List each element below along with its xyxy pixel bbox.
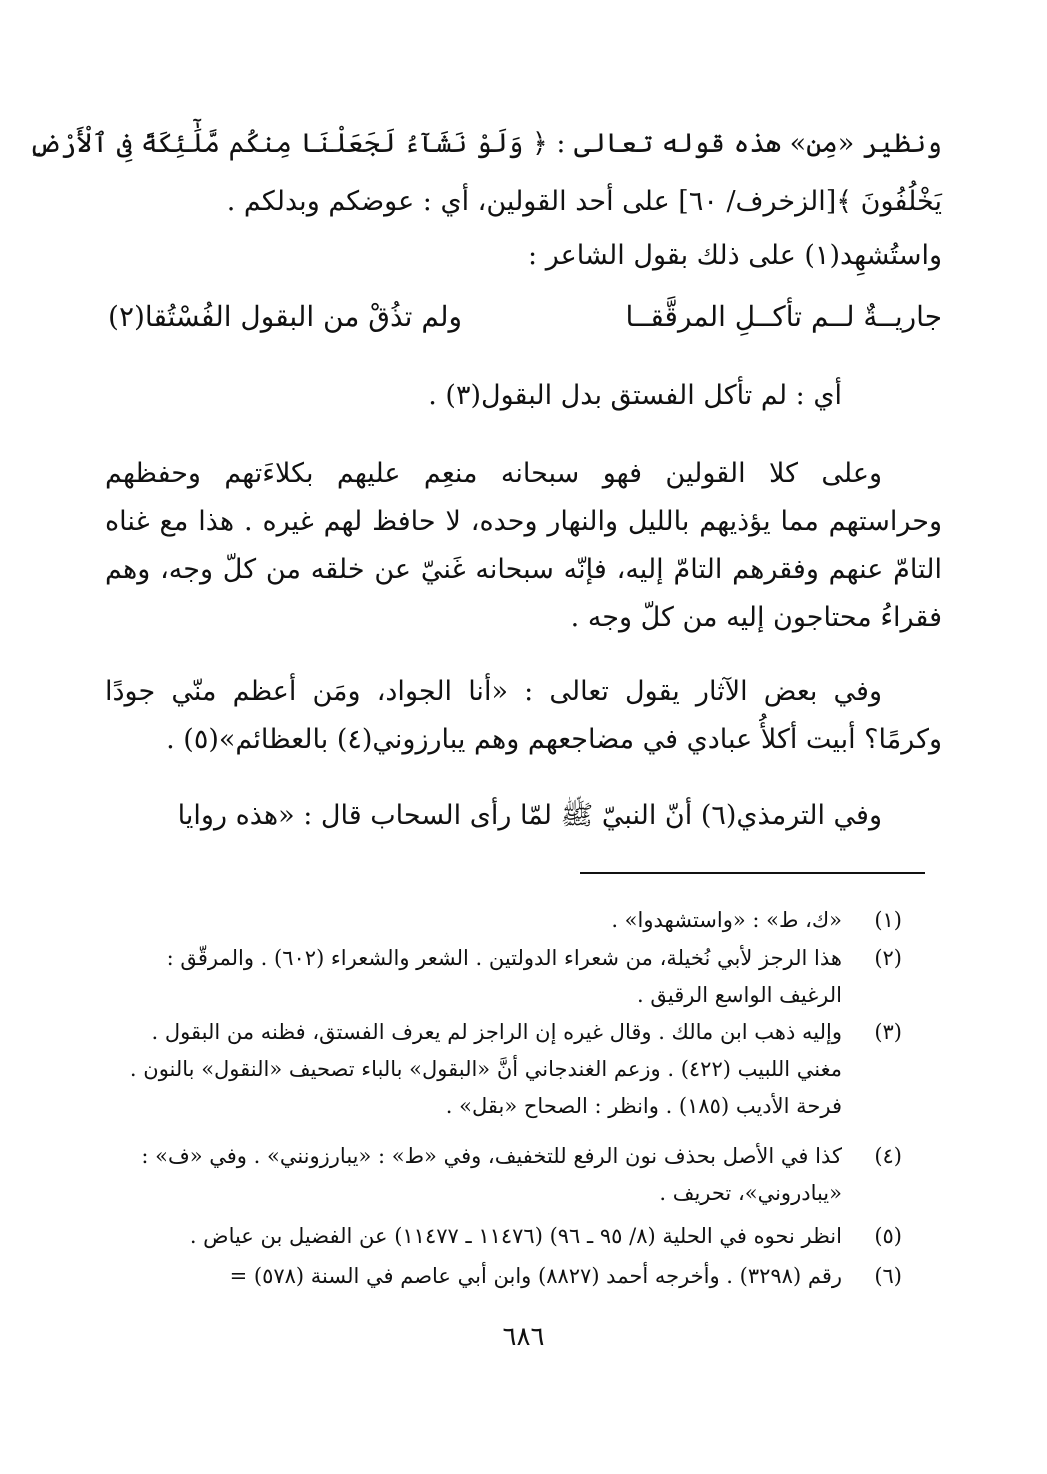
footnote-text: هذا الرجز لأبي نُخيلة، من شعراء الدولتين . الشعر والشعراء (٦٠٢) . والمرقّق : الرغيف الواسع الرقيق . [166, 946, 842, 1007]
verse-hemistich-2: ولم تذُقْ من البقول الفُسْتُقا(٢) [108, 300, 463, 333]
footnote-number: (٥) [874, 1224, 902, 1248]
footnote-text: «ك، ط» : «واستشهدوا» . [611, 908, 842, 932]
paragraph-3: وفي بعض الآثار يقول تعالى : «أنا الجواد، ومَن أعظم منّي جودًا وكرمًا؟ أبيت أكلأُ عبادي في مضاجعهم وهم يبارزوني(٤) بالعظائم»(٥) . [105, 676, 942, 755]
footnote-5 [105, 1218, 902, 1255]
footnote-number: (٢) [874, 946, 902, 970]
poetry-verse [108, 300, 942, 356]
footnote-number: (٦) [874, 1264, 902, 1288]
footnote-number: (٣) [874, 1020, 902, 1044]
footnote-text: كذا في الأصل بحذف نون الرفع للتخفيف، وفي «ط» : «يبارزونني» . وفي «ف» : «يبادروني»، تحريف . [141, 1144, 842, 1205]
verse-hemistich-1: جاريــةٌ لــم تأكــلِ المرقَّقــا [625, 300, 942, 333]
paragraph-4: وفي الترمذي(٦) أنّ النبيّ ﷺ لمّا رأى السحاب قال : «هذه روايا [177, 800, 882, 831]
text-line-3: واستُشهِد(١) على ذلك بقول الشاعر : [528, 240, 942, 271]
footnote-separator [580, 872, 925, 874]
footnote-3 [105, 1014, 902, 1125]
footnote-number: (٤) [874, 1144, 902, 1168]
page-number: ٦٨٦ [502, 1322, 545, 1352]
text-line-4: أي : لم تأكل الفستق بدل البقول(٣) . [428, 380, 842, 411]
footnote-2 [105, 940, 902, 1014]
paragraph-2: وعلى كلا القولين فهو سبحانه منعِم عليهم بكلاءَتهم وحفظهم وحراستهم مما يؤذيهم بالليل والنهار وحده، لا حافظ لهم غيره . هذا مع غناه التامّ عنهم وفقرهم التامّ إليه، فإنّه سبحانه غَنيّ عن خلقه من كلّ وجه، وهم فقراءُ محتاجون إليه من كلّ وجه . [105, 458, 942, 633]
text-line-2: يَخْلُفُونَ ﴾[الزخرف/ ٦٠] على أحد القولين، أي : عوضكم وبدلكم . [226, 186, 942, 217]
footnote-1 [105, 902, 902, 939]
footnote-text: وإليه ذهب ابن مالك . وقال غيره إن الراجز لم يعرف الفستق، فظنه من البقول . مغني اللبيب (٤٢٢) . وزعم الغندجاني أنَّ «البقول» بالباء تصحيف «النقول» بالنون . فرحة الأديب (١٨٥) . وانظر : الصحاح «بقل» . [129, 1020, 842, 1118]
text-line-1: ونظير «مِن» هذه قوله تعالى : ﴿ وَلَوْ نَشَآءُ لَجَعَلْنَا مِنكُم مَّلَٰٓئِكَةً فِى ٱلْأَرْضِ [28, 128, 942, 159]
footnote-text: رقم (٣٢٩٨) . وأخرجه أحمد (٨٨٢٧) وابن أبي عاصم في السنة (٥٧٨) = [229, 1264, 842, 1288]
footnote-number: (١) [874, 908, 902, 932]
footnote-4 [105, 1138, 902, 1212]
footnote-6 [105, 1258, 902, 1295]
footnote-text: انظر نحوه في الحلية (٨/ ٩٥ ـ ٩٦) (١١٤٧٦ ـ ١١٤٧٧) عن الفضيل بن عياض . [189, 1224, 842, 1248]
